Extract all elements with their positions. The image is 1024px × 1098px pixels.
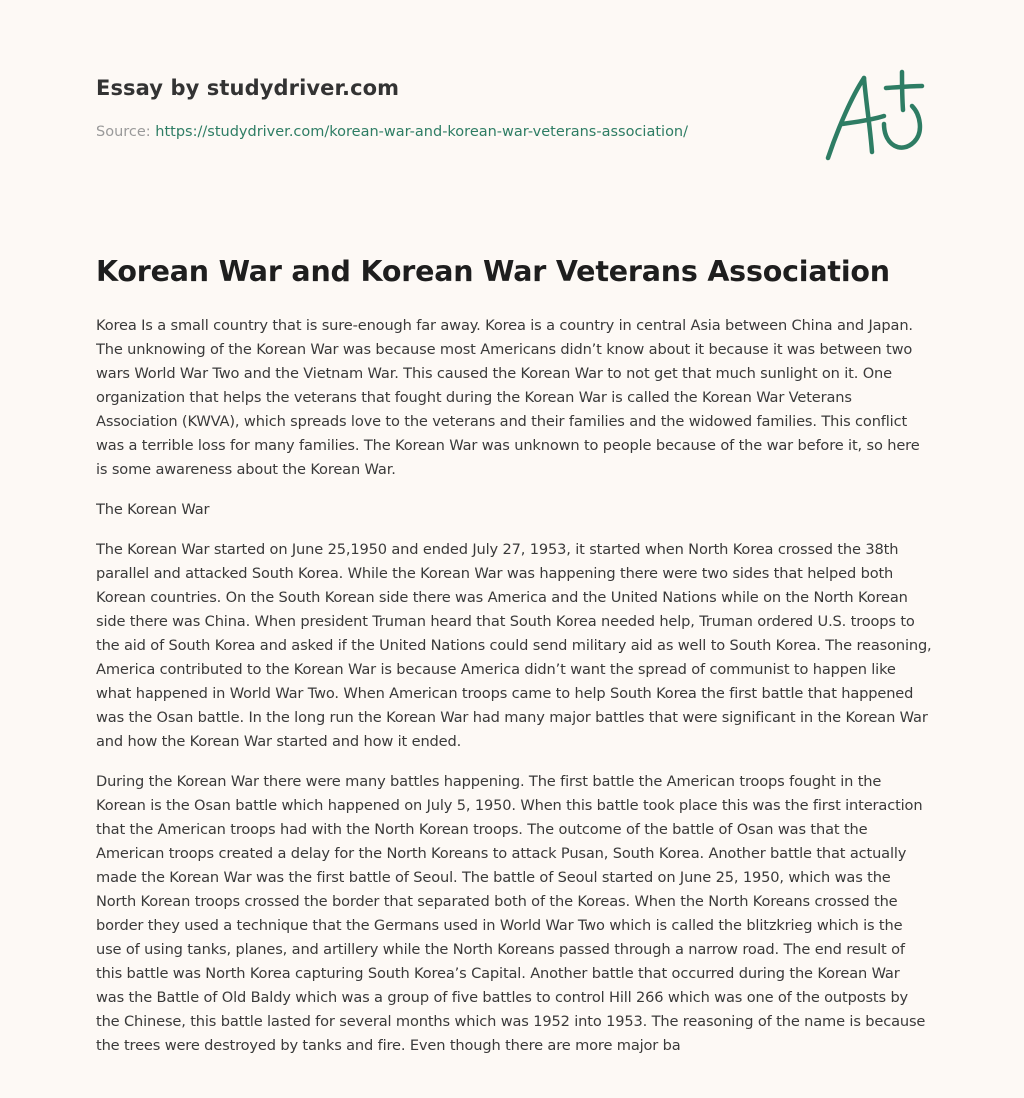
document-body (96, 314, 932, 1098)
page-header (96, 0, 936, 180)
paragraph-war-overview: The Korean War started on June 25,1950 and ended July 27, 1953, it started when North Korea crossed the 38th parallel and attacked South Korea. While the Korean War was happening there were two sides that helped both Korean countries. On the South Korean side there was America and the United Nations while on the North Korean side there was China. When president Truman heard that South Korea needed help, Truman ordered U.S. troops to the aid of South Korea and asked if the United Nations could send military aid as well to South Korea. The reasoning, America contributed to the Korean War is because America didn’t want the spread of communist to happen like what happened in World War Two. When American troops came to help South Korea the first battle that happened was the Osan battle. In the long run the Korean War had many major battles that were significant in the Korean War and how the Korean War started and how it ended. (96, 541, 932, 750)
source-label: Source: (96, 124, 156, 140)
paragraph-battles: During the Korean War there were many battles happening. The first battle the American troops fought in the Korean is the Osan battle which happened on July 5, 1950. When this battle took place this was the first interaction that the American troops had with the North Korean troops. The outcome of the battle of Osan was that the American troops created a delay for the North Koreans to attack Pusan, South Korea. Another battle that actually made the Korean War was the first battle of Seoul. The battle of Seoul started on June 25, 1950, which was the North Korean troops crossed the border that separated both of the Koreas. When the North Koreans crossed the border they used a technique that the Germans used in World War Two which is called the blitzkrieg which is the use of using tanks, planes, and artillery while the North Koreans passed through a narrow road. The end result of this battle was North Korea capturing South Korea’s Capital. Another battle that occurred during the Korean War was the Battle of Old Baldy which was a group of five battles to control Hill 266 which was one of the outposts by the Chinese, this battle lasted for several months which was 1952 into 1953. The reasoning of the name is because the trees were destroyed by tanks and fire. Even though there are more major ba (96, 773, 926, 1054)
source-line (96, 124, 688, 140)
paragraph-intro: Korea Is a small country that is sure-enough far away. Korea is a country in central Asia between China and Japan. The unknowing of the Korean War was because most Americans didn’t know about it because it was between two wars World War Two and the Vietnam War. This caused the Korean War to not get that much sunlight on it. One organization that helps the veterans that fought during the Korean War is called the Korean War Veterans Association (KWVA), which spreads love to the veterans and their families and the widowed families. This conflict was a terrible loss for many families. The Korean War was unknown to people because of the war before it, so here is some awareness about the Korean War. (96, 317, 920, 478)
document-title: Korean War and Korean War Veterans Association (96, 255, 890, 288)
source-link[interactable]: https://studydriver.com/korean-war-and-korean-war-veterans-association/ (155, 124, 689, 140)
a-plus-logo-icon (820, 66, 932, 166)
section-heading: The Korean War (96, 501, 210, 518)
brand-title: Essay by studydriver.com (96, 76, 400, 100)
